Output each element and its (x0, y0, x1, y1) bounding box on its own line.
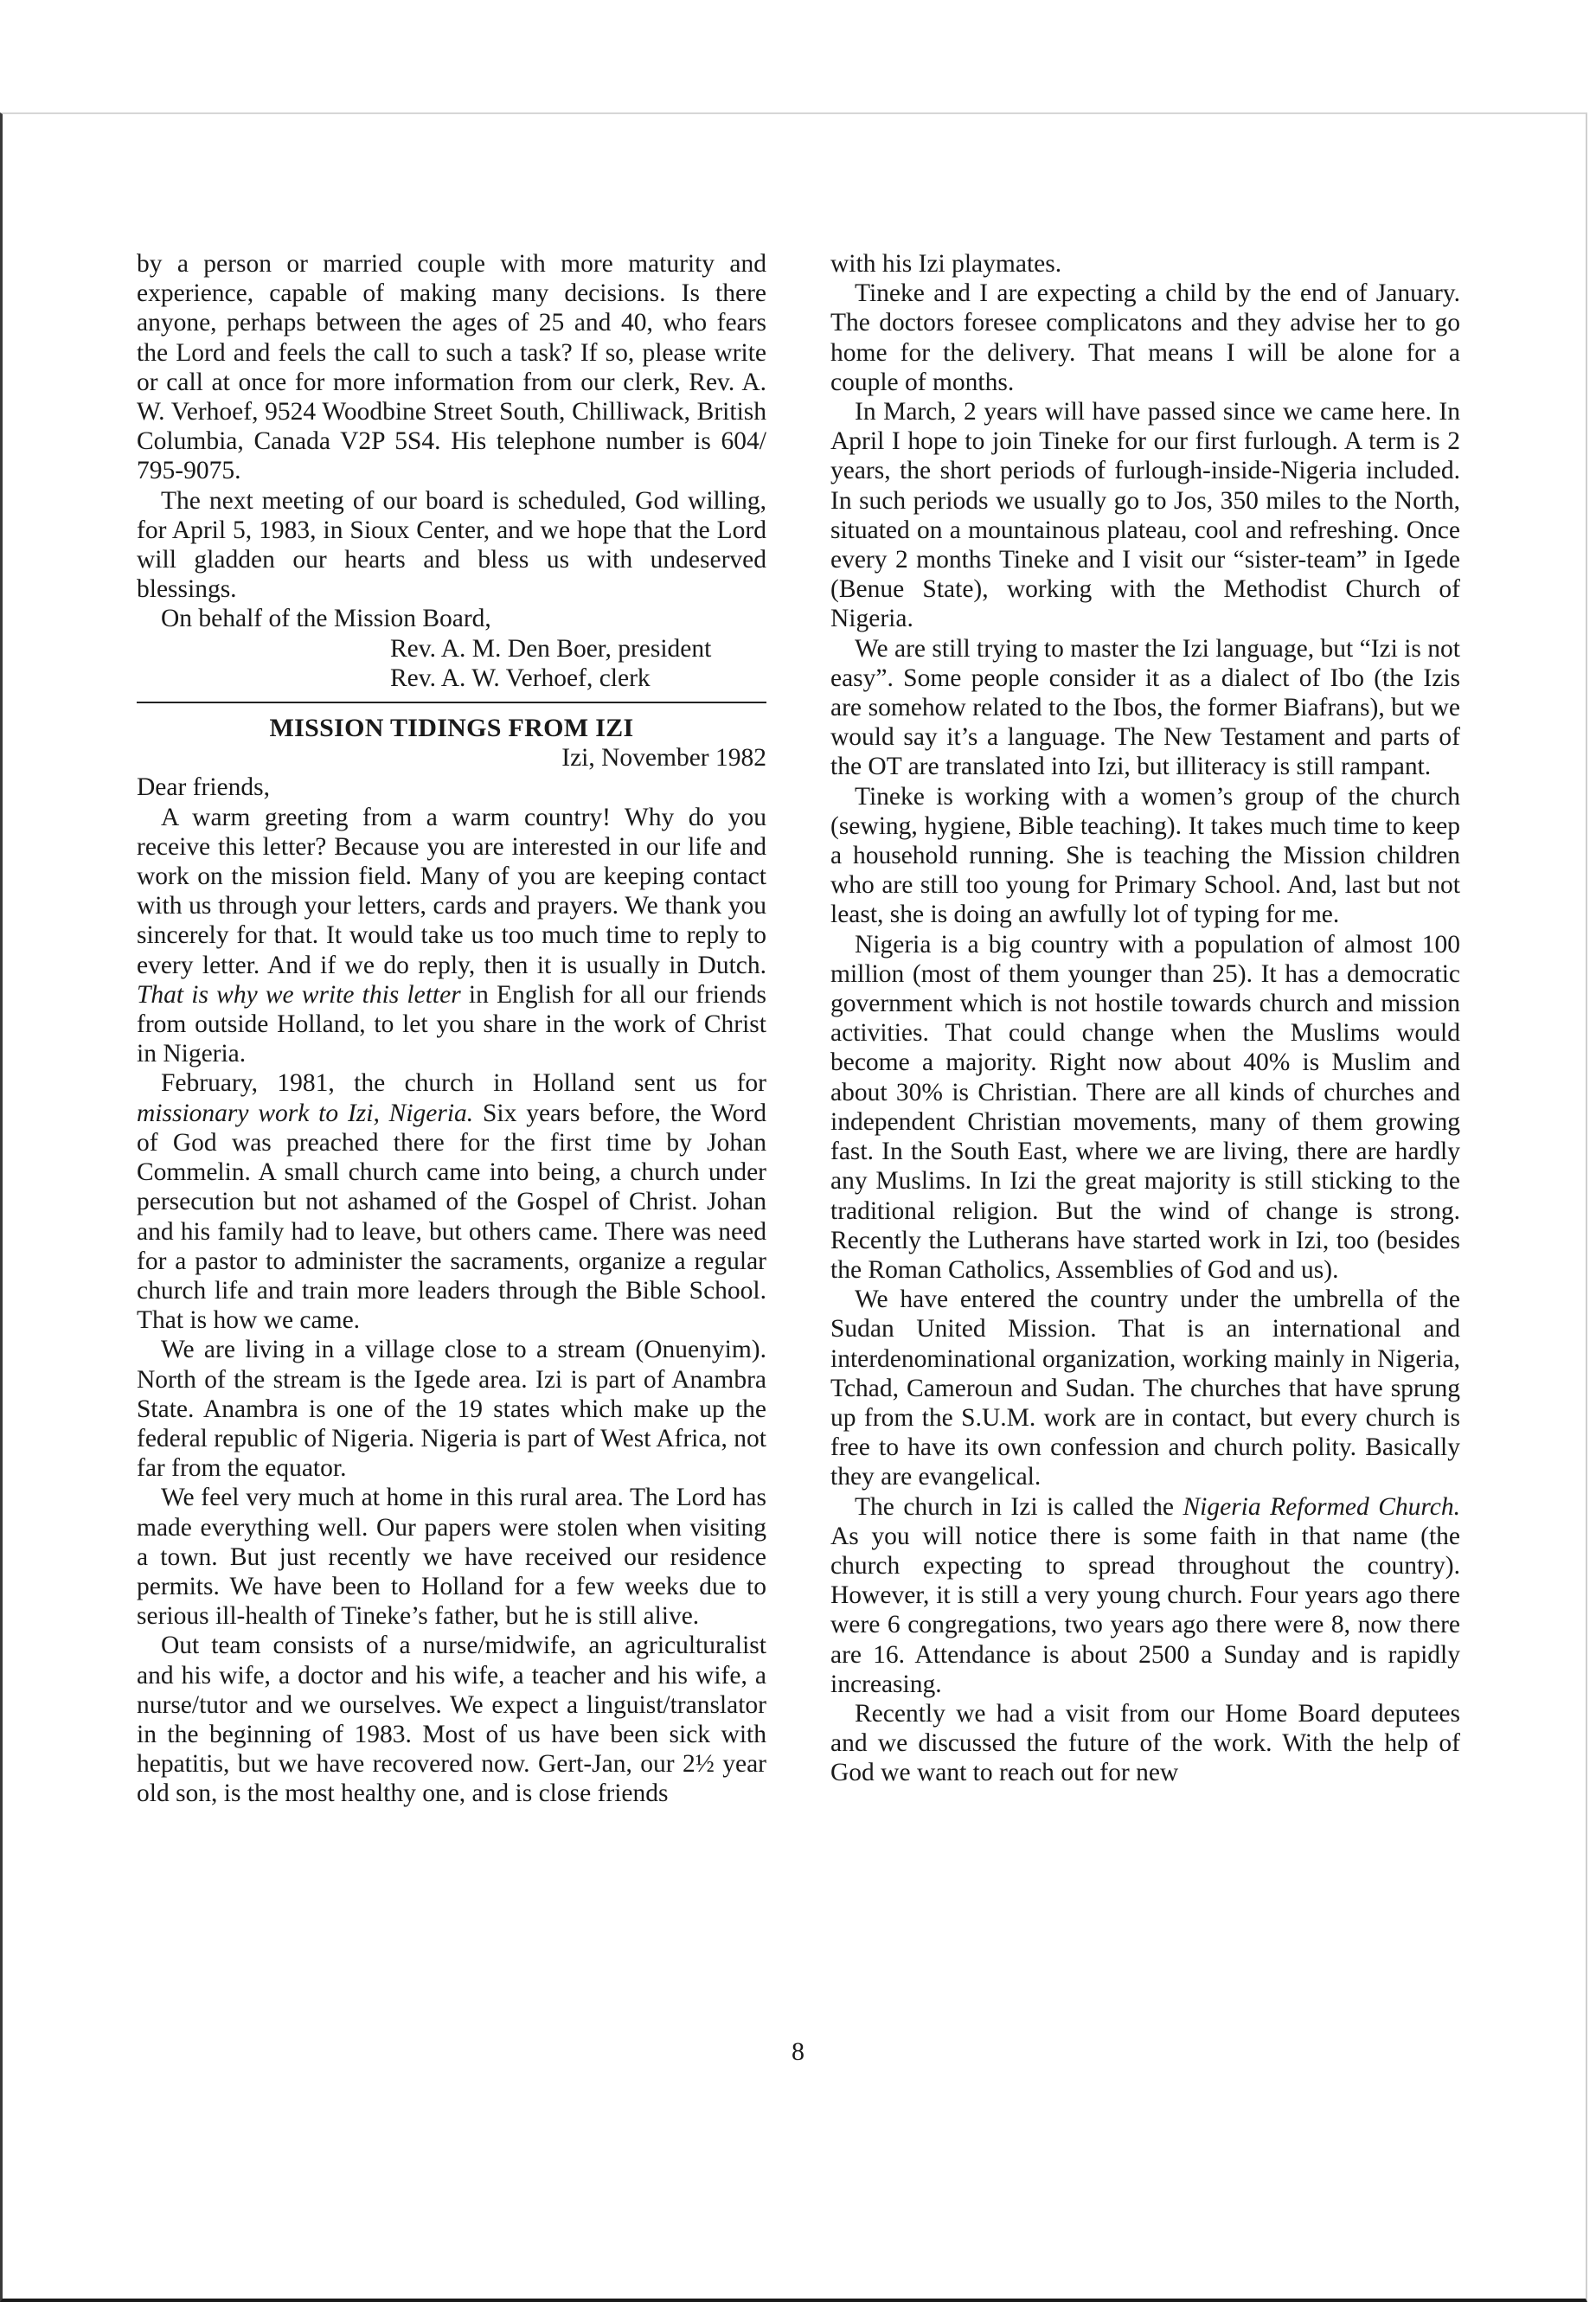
scan-margin (0, 0, 1596, 112)
left-column (137, 249, 766, 1809)
february-text-start: February, 1981, the church in Holland sent us for (161, 1069, 766, 1098)
greeting-text-start: A warm greeting from a warm country! Why do you receive this letter? Because you are interested in our life and work on the mission field. Many of you are keeping contact with us through your letters, cards and prayers. We thank you sincerely for that. It would take us too much time to reply to every letter. And if we do reply, then it is usually in Dutch. (137, 803, 766, 979)
february-text-end: Six years before, the Word of God was preached there for the first time by Johan Commelin. A small church came into being, a church under persecution but not ashamed of the Gospel of Christ. Johan and his family had to leave, but others came. There was need for a pastor to administer the sacraments, organize a regular church life and train more leaders through the Bible School. That is how we came. (137, 1099, 766, 1335)
page-number: 8 (792, 2037, 804, 2066)
expecting-paragraph: Tineke and I are expecting a child by the end of January. The doctors foresee complicatons and they advise her to go home for the delivery. That means I will be alone for a couple of months. (830, 279, 1460, 396)
section-divider (137, 702, 766, 703)
greeting-text-end: in English for all our friends from outside Holland, to let you share in the work of Christ in Nigeria. (137, 980, 766, 1068)
greeting-paragraph (137, 803, 766, 1069)
intro-paragraph: by a person or married couple with more maturity and experience, capable of making many decisions. Is there anyone, perhaps between the ages of 25 and 40, who fears the Lord and feels the call to such a task? If so, please write or call at once for more information from our clerk, Rev. A. W. Verhoef, 9524 Woodbine Street South, Chilliwack, British Columbia, Canada V2P 5S4. His telephone number is 604/ 795-9075. (137, 250, 766, 485)
article-heading: MISSION TIDINGS FROM IZI (269, 714, 634, 743)
february-paragraph (137, 1068, 766, 1335)
continuation-paragraph: with his Izi playmates. (830, 250, 1062, 278)
closing-line: On behalf of the Mission Board, (161, 605, 491, 633)
right-column (830, 249, 1460, 1788)
recently-paragraph: Recently we had a visit from our Home Board deputees and we discussed the future of the work. With the help of God we want to reach out for new (830, 1699, 1460, 1787)
march-paragraph: In March, 2 years will have passed since we came here. In April I hope to join Tineke for our first furlough. A term is 2 years, the short periods of furlough-inside-Nigeria included. In such periods we usually go to Jos, 350 miles to the North, situated on a mountainous plateau, cool and refreshing. Once every 2 months Tineke and I visit our “sister-team” in Igede (Benue State), working with the Methodist Church of Nigeria. (830, 398, 1460, 633)
language-paragraph: We are still trying to master the Izi language, but “Izi is not easy”. Some people consider it as a dialect of Ibo (the Izis are somehow related to the Ibos, the former Biafrans), but we would say it’s a language. The New Testament and parts of the OT are translated into Izi, but illiteracy is still rampant. (830, 634, 1460, 781)
team-paragraph: Out team consists of a nurse/midwife, an agriculturalist and his wife, a doctor and his wife, a teacher and his wife, a nurse/tutor and we ourselves. We expect a linguist/translator in the beginning of 1983. Most of us have been sick with hepatitis, but we have recovered now. Gert-Jan, our 2½ year old son, is the most healthy one, and is close friends (137, 1632, 766, 1808)
sudan-paragraph: We have entered the country under the umbrella of the Sudan United Mission. That is an international and interdenominational organization, working mainly in Nigeria, Tchad, Cameroun and Sudan. The churches that have sprung up from the S.U.M. work are in contact, but every church is free to have its own confession and church polity. Basically they are evangelical. (830, 1286, 1460, 1491)
home-paragraph: We feel very much at home in this rural area. The Lord has made everything well. Our papers were stolen when visiting a town. But just recently we have received our residence permits. We have been to Holland for a few weeks due to serious ill-health of Tineke’s father, but he is still alive. (137, 1484, 766, 1631)
next-meeting-paragraph: The next meeting of our board is scheduled, God willing, for April 5, 1983, in Sioux Center, and we hope that the Lord will gladden our hearts and bless us with undeserved blessings. (137, 486, 766, 604)
dateline: Izi, November 1982 (561, 744, 766, 773)
church-paragraph (830, 1492, 1460, 1699)
february-text-italic: missionary work to Izi, Nigeria. (137, 1099, 474, 1127)
church-text-end: As you will notice there is some faith in that name (the church expecting to spread throughout the country). However, it is still a very young church. Four years ago there were 6 congregations, two years ago there were 8, now there are 16. Attendance is about 2500 a Sunday and is rapidly increasing. (830, 1522, 1460, 1698)
nigeria-paragraph: Nigeria is a big country with a population of almost 100 million (most of them younger than 25). It has a democratic government which is not hostile towards church and mission activities. That could change when the Muslims would become a majority. Right now about 40% is Muslim and about 30% is Christian. There are all kinds of churches and independent Christian movements, many of them growing fast. In the South East, where we are living, there are hardly any Muslims. In Izi the great majority is still sticking to the traditional religion. But the wind of change is strong. Recently the Lutherans have started work in Izi, too (besides the Roman Catholics, Assemblies of God and us). (830, 930, 1460, 1284)
tineke-paragraph: Tineke is working with a women’s group of the church (sewing, hygiene, Bible teaching). It takes much time to keep a household running. She is teaching the Mission children who are still too young for Primary School. And, last but not least, she is doing an awfully lot of typing for me. (830, 782, 1460, 929)
signature-president: Rev. A. M. Den Boer, president (390, 634, 712, 663)
village-paragraph: We are living in a village close to a stream (Onuenyim). North of the stream is the Igede area. Izi is part of Anambra State. Anambra is one of the 19 states which make up the federal republic of Nigeria. Nigeria is part of West Africa, not far from the equator. (137, 1336, 766, 1483)
greeting-text-italic: That is why we write this letter (137, 980, 461, 1009)
signature-clerk: Rev. A. W. Verhoef, clerk (390, 664, 651, 692)
church-text-italic: Nigeria Reformed Church. (1183, 1492, 1460, 1521)
salutation: Dear friends, (137, 773, 270, 802)
church-text-start: The church in Izi is called the (855, 1492, 1183, 1521)
